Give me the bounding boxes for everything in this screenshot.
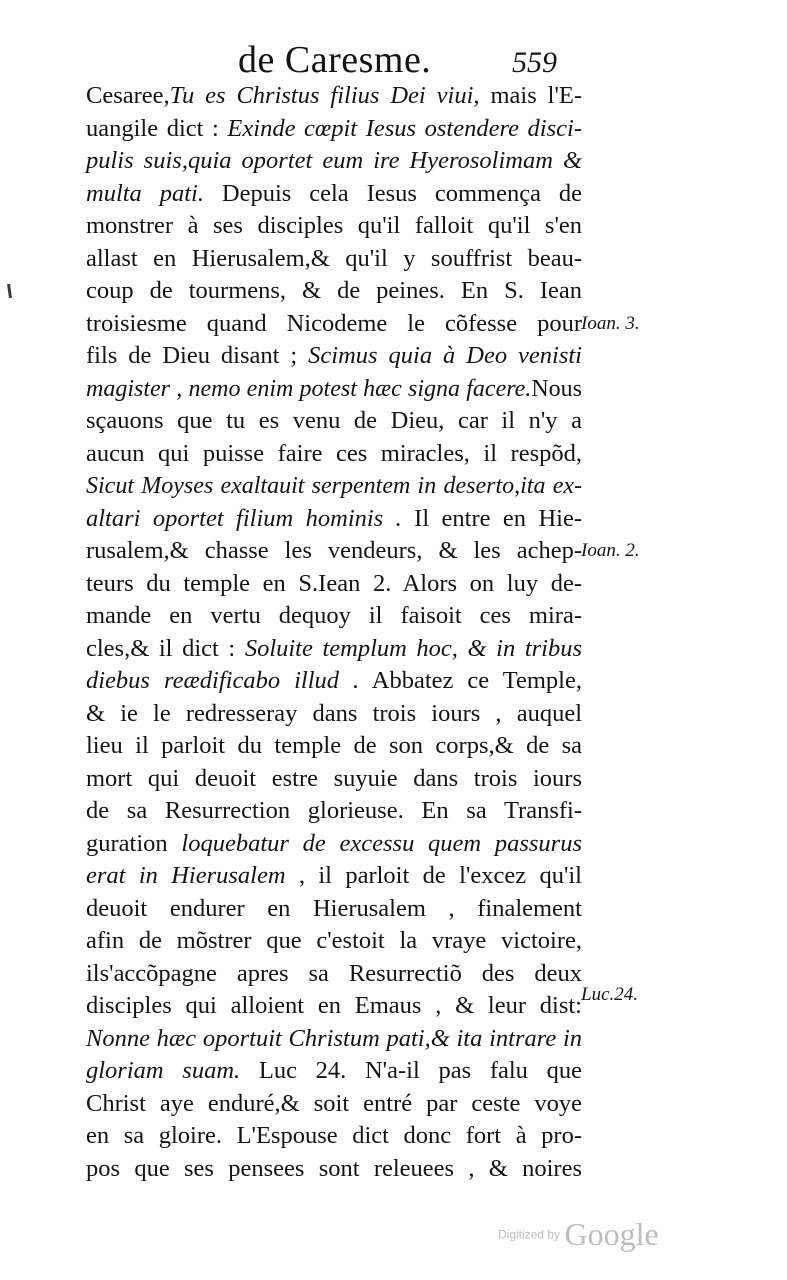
- french-text: Abbatez ce Temple,: [359, 667, 582, 694]
- text-line: [86, 438, 582, 471]
- text-line: [86, 308, 582, 341]
- text-line: [86, 1088, 582, 1121]
- french-text: afin de mõstrer que c'estoit la vraye victoire,: [86, 927, 582, 954]
- stray-ink-mark: [7, 284, 12, 298]
- french-text: uangile dict :: [86, 114, 228, 142]
- french-text: sçauons que tu es venu de Dieu, car il n'y a: [86, 407, 582, 434]
- latin-quotation: Scimus quia à Deo venisti: [308, 342, 582, 369]
- text-line: [86, 698, 582, 731]
- latin-quotation: magister , nemo enim potest hæc signa facere.: [86, 375, 532, 402]
- french-text: coup de tourmens, & de peines. En S. Iean: [86, 277, 582, 304]
- text-line: [86, 113, 582, 146]
- text-line: [86, 860, 582, 893]
- text-line: [86, 665, 582, 698]
- french-text: Depuis cela Iesus commença de: [203, 179, 582, 207]
- google-logo: Google: [564, 1216, 659, 1252]
- page-header: [0, 38, 787, 82]
- french-text: disciples qui alloient en Emaus , & leur dist:: [86, 992, 582, 1019]
- french-text: aucun qui puisse faire ces miracles, il respõd,: [86, 439, 582, 467]
- french-text: Nous: [531, 375, 582, 402]
- latin-quotation: multa pati.: [86, 179, 204, 207]
- text-line: [86, 1023, 582, 1056]
- watermark-digitized-by: Digitized by: [498, 1227, 561, 1242]
- french-text: deuoit endurer en Hierusalem , finalement: [86, 894, 582, 922]
- text-line: [86, 1153, 582, 1186]
- text-line: [86, 340, 582, 373]
- margin-note-ioan-2: Ioan. 2.: [581, 540, 640, 561]
- french-text: rusalem,& chasse les vendeurs, & les achep-: [86, 537, 582, 564]
- text-line: [86, 470, 582, 503]
- latin-quotation: erat in Hierusalem: [86, 862, 286, 889]
- text-line: [86, 925, 582, 958]
- text-line: [86, 535, 582, 568]
- latin-quotation: altari oportet filium hominis .: [86, 504, 402, 532]
- text-line: [86, 178, 582, 211]
- text-line: [86, 80, 582, 113]
- text-line: [86, 730, 582, 763]
- french-text: fils de Dieu disant ;: [86, 342, 309, 369]
- text-line: [86, 145, 582, 178]
- latin-quotation: gloriam suam.: [86, 1057, 241, 1084]
- text-line: [86, 243, 582, 276]
- text-line: [86, 1120, 582, 1153]
- french-text: guration: [86, 829, 182, 857]
- body-text: [86, 80, 582, 1185]
- french-text: Il entre en Hie-: [401, 504, 582, 532]
- margin-note-ioan-3: Ioan. 3.: [581, 313, 640, 334]
- running-head: de Caresme.: [238, 39, 432, 81]
- french-text: cles,& il dict :: [86, 634, 245, 662]
- french-text: monstrer à ses disciples qu'il falloit qu'il s'en: [86, 212, 582, 239]
- latin-quotation: Nonne hæc oportuit Christum pati,& ita intrare in: [86, 1024, 582, 1052]
- latin-quotation: loquebatur de excessu quem passurus: [181, 829, 582, 857]
- latin-quotation: Soluite templum hoc, & in tribus: [244, 634, 582, 662]
- text-line: [86, 275, 582, 308]
- text-line: [86, 600, 582, 633]
- text-line: [86, 893, 582, 926]
- text-line: [86, 633, 582, 666]
- text-line: [86, 405, 582, 438]
- text-line: [86, 210, 582, 243]
- french-text: de sa Resurrection glorieuse. En sa Transfi-: [86, 797, 582, 824]
- text-line: [86, 828, 582, 861]
- french-text: lieu il parloit du temple de son corps,& de sa: [86, 732, 582, 759]
- french-text: mort qui deuoit estre suyuie dans trois iours: [86, 764, 582, 792]
- text-line: [86, 373, 582, 406]
- french-text: Cesaree,: [86, 82, 170, 109]
- google-watermark: [498, 1216, 659, 1253]
- page-number: 559: [512, 46, 557, 79]
- french-text: troisiesme quand Nicodeme le cõfesse pour: [86, 309, 582, 337]
- latin-quotation: diebus reædificabo illud .: [86, 667, 360, 694]
- text-line: [86, 503, 582, 536]
- latin-quotation: pulis suis,quia oportet eum ire Hyerosolimam &: [86, 147, 582, 174]
- french-text: & ie le redresseray dans trois iours , auquel: [86, 699, 582, 727]
- text-line: [86, 795, 582, 828]
- text-line: [86, 568, 582, 601]
- text-line: [86, 763, 582, 796]
- french-text: teurs du temple en S.Iean 2. Alors on luy de-: [86, 569, 582, 597]
- text-line: [86, 1055, 582, 1088]
- french-text: , il parloit de l'excez qu'il: [285, 862, 582, 889]
- latin-quotation: Sicut Moyses exaltauit serpentem in deserto,ita ex-: [86, 473, 582, 499]
- text-line: [86, 990, 582, 1023]
- margin-note-luc-24: Luc.24.: [581, 984, 638, 1005]
- french-text: en sa gloire. L'Espouse dict donc fort à pro-: [86, 1122, 582, 1149]
- french-text: mais l'E-: [479, 82, 582, 109]
- french-text: allast en Hierusalem,& qu'il y souffrist beau-: [86, 244, 582, 272]
- french-text: mande en vertu dequoy il faisoit ces mira-: [86, 602, 582, 629]
- french-text: ils'accõpagne apres sa Resurrectiõ des deux: [86, 959, 582, 987]
- french-text: pos que ses pensees sont releuees , & noires: [86, 1154, 582, 1182]
- french-text: Christ aye enduré,& soit entré par ceste voye: [86, 1089, 582, 1117]
- text-line: [86, 958, 582, 991]
- french-text: Luc 24. N'a-il pas falu que: [240, 1057, 582, 1084]
- latin-quotation: Tu es Christus filius Dei viui,: [169, 82, 480, 109]
- latin-quotation: Exinde cœpit Iesus ostendere disci-: [227, 114, 582, 142]
